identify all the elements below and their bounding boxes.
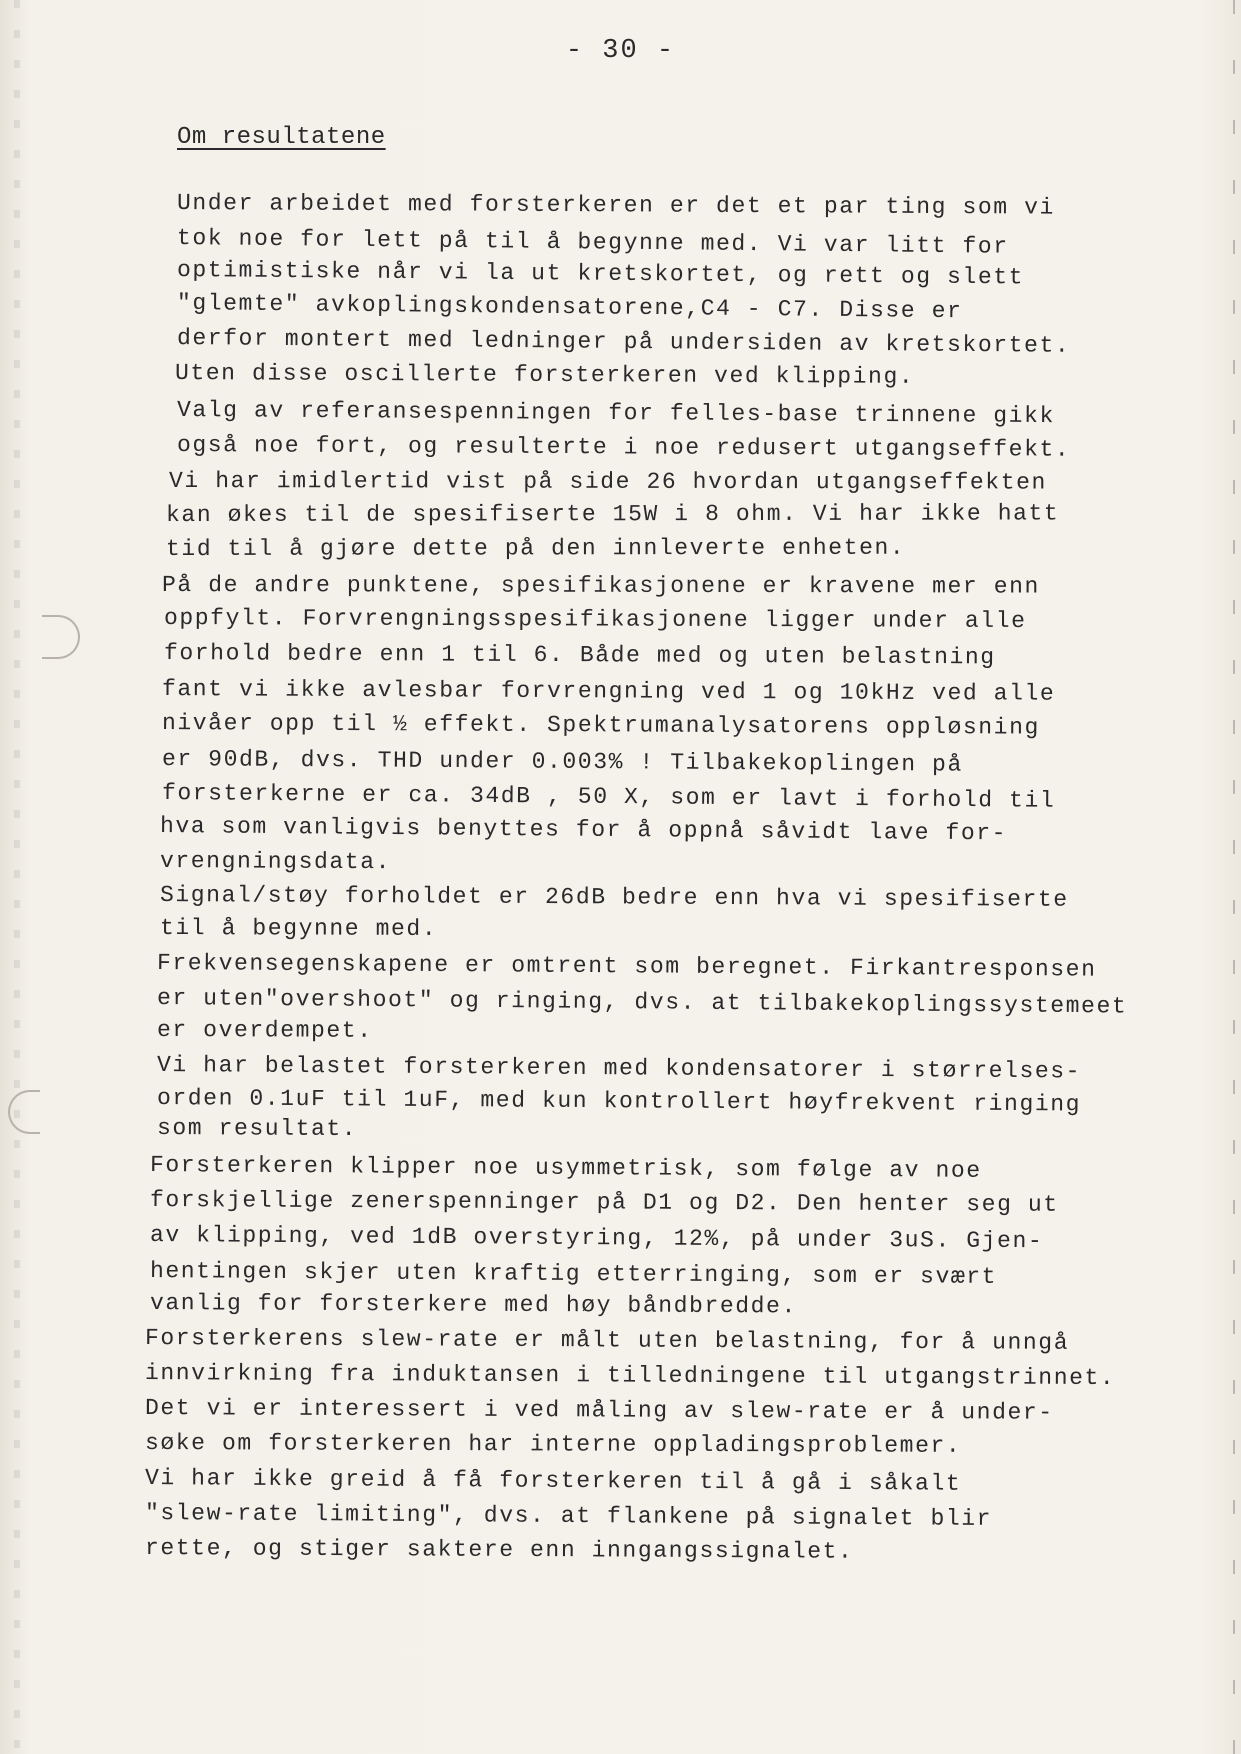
text-line: tid til å gjøre dette på den innleverte enheten. — [165, 534, 906, 562]
text-line: Under arbeidet med forsterkeren er det et par ting som vi — [176, 190, 1055, 221]
text-line: nivåer opp til ½ effekt. Spektrumanalysatorens oppløsning — [161, 710, 1040, 741]
text-line: Vi har belastet forsterkeren med kondensatorer i størrelses- — [156, 1052, 1082, 1085]
text-line: Forsterkerens slew-rate er målt uten belastning, for å unngå — [144, 1325, 1070, 1356]
text-line: optimistiske når vi la ut kretskortet, og rett og slett — [176, 257, 1025, 291]
text-line: rette, og stiger saktere enn inngangssignalet. — [144, 1535, 854, 1565]
text-line: søke om forsterkeren har interne oppladingsproblemer. — [144, 1430, 962, 1459]
text-line: "slew-rate limiting", dvs. at flankene på signalet blir — [144, 1500, 993, 1532]
text-line: Vi har imidlertid vist på side 26 hvordan utgangseffekten — [168, 468, 1047, 496]
text-line: forhold bedre enn 1 til 6. Både med og uten belastning — [163, 640, 996, 671]
text-line: som resultat. — [156, 1115, 358, 1143]
text-line: av klipping, ved 1dB overstyring, 12%, på under 3uS. Gjen- — [149, 1222, 1044, 1255]
text-line: tok noe for lett på til å begynne med. Vi var litt for — [176, 225, 1009, 260]
text-line: kan økes til de spesifiserte 15W i 8 ohm. Vi har ikke hatt — [165, 500, 1060, 528]
text-line: hentingen skjer uten kraftig etterringing, som er svært — [149, 1258, 998, 1290]
text-line: Valg av referansespenningen for felles-base trinnene gikk — [176, 397, 1056, 430]
text-line: derfor montert med ledninger på undersiden av kretskortet. — [176, 325, 1071, 359]
text-line: hva som vanligvis benyttes for å oppnå såvidt lave for- — [159, 813, 1008, 847]
text-line: forskjellige zenerspenninger på D1 og D2. Den henter seg ut — [149, 1187, 1059, 1218]
text-line: er overdempet. — [156, 1017, 373, 1044]
text-line: Uten disse oscillerte forsterkeren ved klipping. — [174, 360, 915, 390]
text-line: Frekvensegenskapene er omtrent som beregnet. Firkantresponsen — [156, 950, 1097, 983]
text-line: vanlig for forsterkere med høy båndbredde. — [149, 1290, 797, 1320]
text-line: fant vi ikke avlesbar forvrengning ved 1 og 10kHz ved alle — [161, 676, 1056, 707]
text-line: er uten"overshoot" og ringing, dvs. at tilbakekoplingssystemeet — [156, 985, 1128, 1020]
page-edge-shadow — [14, 0, 20, 1754]
text-line: er 90dB, dvs. THD under 0.003% ! Tilbakekoplingen på — [161, 746, 963, 778]
text-line: På de andre punktene, spesifikasjonene er kravene mer enn — [161, 572, 1040, 600]
text-line: vrengningsdata. — [159, 848, 392, 876]
text-line: Forsterkeren klipper noe usymmetrisk, som følge av noe — [149, 1152, 982, 1184]
text-line: Det vi er interessert i ved måling av slew-rate er å under- — [144, 1395, 1054, 1426]
text-line: også noe fort, og resulterte i noe redusert utgangseffekt. — [176, 432, 1071, 463]
text-line: til å begynne med. — [159, 915, 438, 942]
text-line: forsterkerne er ca. 34dB , 50 X, som er lavt i forhold til — [161, 780, 1056, 814]
text-line: orden 0.1uF til 1uF, med kun kontrollert høyfrekvent ringing — [156, 1085, 1082, 1118]
page-edge-shadow-right — [1233, 0, 1235, 1754]
section-heading: Om resultatene — [177, 124, 386, 151]
text-line: Signal/støy forholdet er 26dB bedre enn hva vi spesifiserte — [159, 882, 1069, 913]
punch-hole-mark — [42, 615, 80, 659]
text-line: oppfylt. Forvrengningsspesifikasjonene ligger under alle — [163, 605, 1027, 635]
text-line: innvirkning fra induktansen i tilledningene til utgangstrinnet. — [144, 1360, 1116, 1392]
text-line: "glemte" avkoplingskondensatorene,C4 - C7. Disse er — [176, 290, 963, 325]
page-number: - 30 - — [565, 36, 676, 66]
punch-hole-mark — [8, 1090, 40, 1134]
text-line: Vi har ikke greid å få forsterkeren til å gå i såkalt — [144, 1465, 962, 1497]
